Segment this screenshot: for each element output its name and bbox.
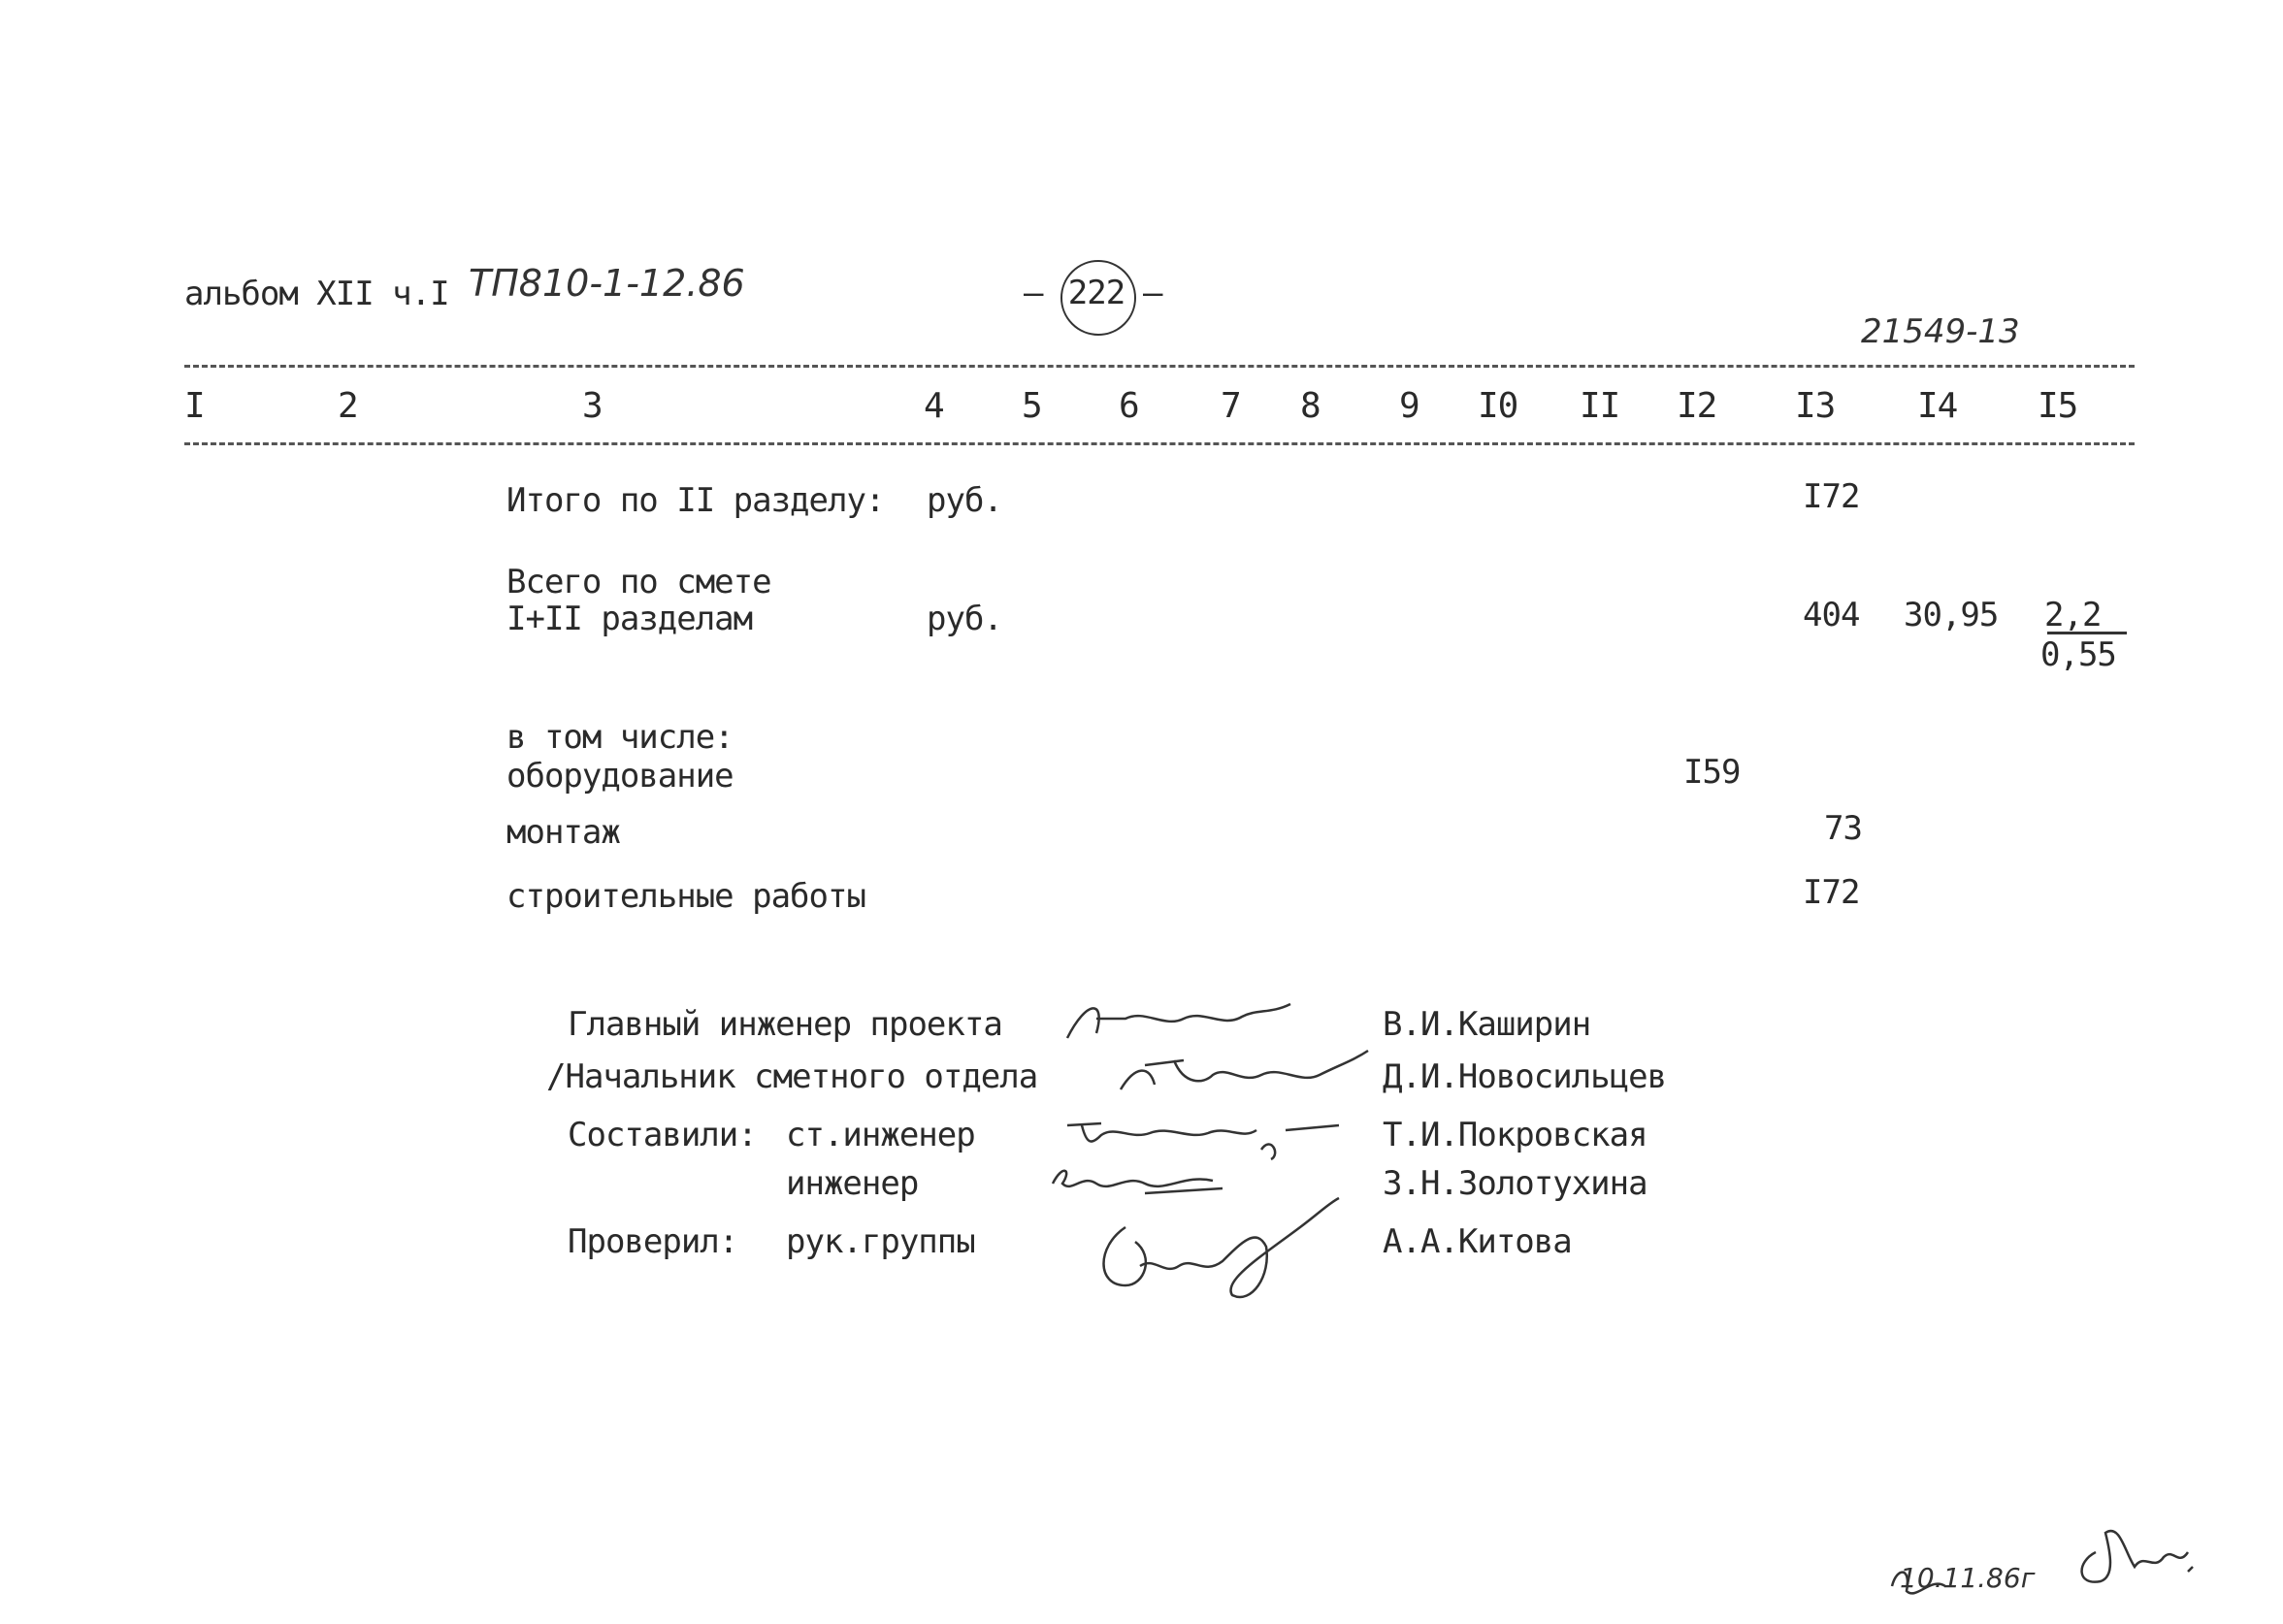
- grand-total-unit: руб.: [927, 600, 1002, 638]
- construction-label: строительные работы: [506, 877, 865, 916]
- grand-total-col15-numerator: 2,2: [2044, 596, 2102, 634]
- page-number: 222: [1067, 274, 1125, 312]
- header-bottom-rule: [184, 442, 2135, 445]
- grand-total-col14: 30,95: [1904, 596, 1999, 634]
- grand-total-col15-denominator: 0,55: [2040, 635, 2116, 674]
- grand-total-col13: 404: [1803, 596, 1860, 634]
- total-section2-unit: руб.: [927, 481, 1002, 520]
- footer-initial-mark: [1887, 1557, 1955, 1606]
- column-number: II: [1580, 386, 1620, 426]
- chief-engineer-name: В.И.Каширин: [1383, 1005, 1591, 1044]
- fraction-bar: [2047, 632, 2127, 634]
- total-section2-col13: I72: [1803, 477, 1860, 516]
- column-number: 4: [924, 386, 944, 426]
- column-number: 3: [582, 386, 603, 426]
- column-number: 9: [1399, 386, 1419, 426]
- installation-label: монтаж: [506, 813, 620, 852]
- equipment-col12: I59: [1683, 753, 1741, 792]
- grand-total-label-line2: I+II разделам: [506, 600, 753, 638]
- engineer-title: инженер: [786, 1164, 919, 1203]
- column-number: 2: [338, 386, 358, 426]
- construction-col13: I72: [1803, 873, 1860, 912]
- head-estimate-name: Д.И.Новосильцев: [1383, 1057, 1667, 1096]
- head-estimate-title: /Начальник сметного отдела: [546, 1057, 1038, 1096]
- column-number: I4: [1917, 386, 1958, 426]
- column-number: I0: [1478, 386, 1518, 426]
- including-label: в том числе:: [506, 718, 734, 757]
- head-estimate-signature: [1116, 1046, 1378, 1114]
- column-number: 6: [1119, 386, 1139, 426]
- total-section2-label: Итого по II разделу:: [506, 481, 885, 520]
- page-dash-right: –: [1143, 274, 1162, 312]
- footer-date-note: 10.11.86г: [1900, 1562, 2036, 1594]
- group-head-title: рук.группы: [786, 1222, 975, 1261]
- header-top-rule: [184, 365, 2135, 368]
- column-number: I5: [2038, 386, 2078, 426]
- senior-engineer-title: ст.инженер: [786, 1116, 975, 1154]
- grand-total-label-line1: Всего по смете: [506, 563, 771, 601]
- engineer-name: З.Н.Золотухина: [1383, 1164, 1647, 1203]
- compiled-label: Составили:: [568, 1116, 757, 1154]
- column-number: I: [184, 386, 205, 426]
- footer-signature: [2067, 1513, 2202, 1591]
- column-number: 5: [1022, 386, 1042, 426]
- archive-number: 21549-13: [1861, 312, 2020, 351]
- column-number: 8: [1300, 386, 1321, 426]
- column-number: I2: [1677, 386, 1717, 426]
- column-number: 7: [1221, 386, 1241, 426]
- chief-engineer-title: Главный инженер проекта: [568, 1005, 1002, 1044]
- project-code: ТП810-1-12.86: [469, 262, 745, 305]
- group-head-signature: [1087, 1188, 1358, 1315]
- senior-engineer-signature: [1062, 1106, 1344, 1164]
- chief-engineer-signature: [1058, 990, 1310, 1048]
- installation-col13: 73: [1824, 809, 1862, 848]
- page-dash-left: –: [1024, 274, 1043, 312]
- column-number: I3: [1795, 386, 1836, 426]
- group-head-name: А.А.Китова: [1383, 1222, 1572, 1261]
- album-label: альбом XII ч.I: [184, 275, 449, 313]
- senior-engineer-name: Т.И.Покровская: [1383, 1116, 1647, 1154]
- checked-label: Проверил:: [568, 1222, 738, 1261]
- equipment-label: оборудование: [506, 757, 734, 796]
